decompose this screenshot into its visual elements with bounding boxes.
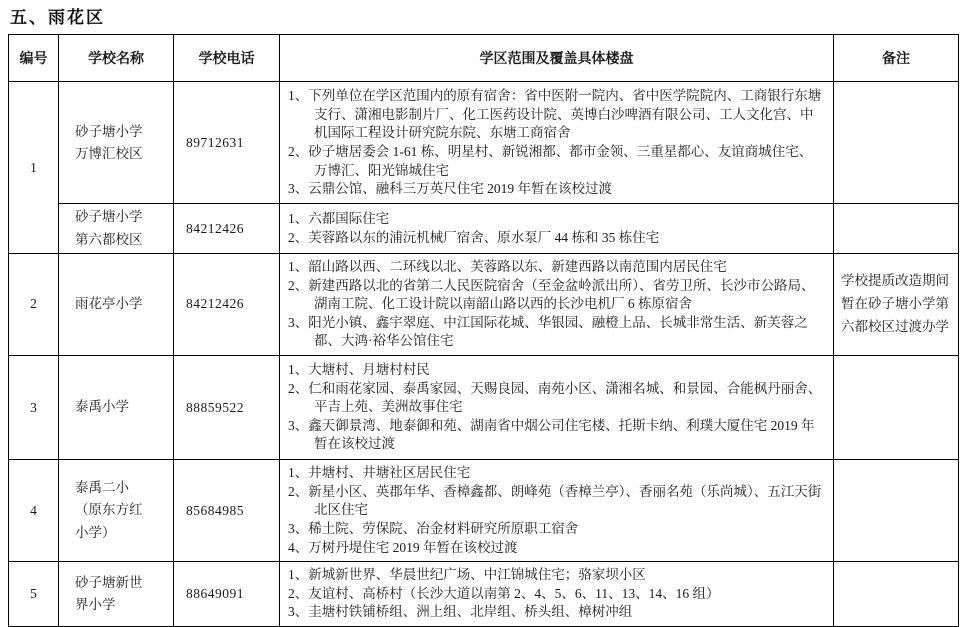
school-name-cell: 泰禹二小（原东方红小学）: [59, 460, 174, 562]
col-header-remark: 备注: [834, 35, 959, 82]
scope-item: 2、新建西路以北的省第二人民医院宿舍（至金盆岭派出所）、省劳卫所、长沙市公路局、湖南工院、化工设计院以南韶山路以西的长沙电机厂 6 栋原宿舍: [288, 277, 815, 312]
school-phone-cell: 88859522: [174, 356, 280, 460]
scope-item: 1、新城新世界、华晨世纪广场、中江锦城住宅；骆家坝小区: [288, 567, 646, 583]
table-row: [9, 356, 959, 460]
district-scope-cell: [280, 253, 834, 355]
scope-item: 2、友谊村、高桥村（长沙大道以南第 2、4、5、6、11、13、14、16 组）: [288, 585, 720, 601]
scope-item: 3、鑫天御景湾、地泰御和苑、湖南省中烟公司住宅楼、托斯卡纳、利璞大厦住宅 2019 年暂在该校过渡: [288, 417, 815, 452]
school-phone-cell: 84212426: [174, 253, 280, 355]
scope-item: 2、新星小区、英郡年华、香樟鑫都、朗峰苑（香樟兰亭）、香丽名苑（乐尚城）、五江天街北区住宅: [288, 483, 822, 518]
remark-cell: [834, 204, 959, 254]
scope-item: 2、仁和雨花家园、泰禹家园、天赐良园、南苑小区、潇湘名城、和景园、合能枫丹丽舍、平吉上苑、美洲故事住宅: [288, 380, 822, 415]
table-row: [9, 253, 959, 355]
col-header-school-phone: 学校电话: [174, 35, 280, 82]
school-phone-cell: 89712631: [174, 82, 280, 204]
scope-item: 1、下列单位在学区范围内的原有宿舍：省中医附一院内、省中医学院院内、工商银行东塘支行、潇湘电影制片厂、化工医药设计院、英博白沙啤酒有限公司、工人文化宫、中机国际工程设计研究院东院、东塘工商宿舍: [288, 88, 822, 141]
table-row: [9, 204, 959, 254]
scope-item: 3、圭塘村铁铺桥组、洲上组、北岸组、桥头组、樟树冲组: [288, 604, 633, 620]
remark-cell: [834, 562, 959, 627]
remark-cell: [834, 82, 959, 204]
school-name-cell: 雨花亭小学: [59, 253, 174, 355]
district-scope-cell: [280, 460, 834, 562]
scope-item: 3、稀土院、劳保院、冶金材料研究所原职工宿舍: [288, 520, 579, 536]
col-header-school-name: 学校名称: [59, 35, 174, 82]
row-number-cell: 4: [9, 460, 59, 562]
col-header-district-scope: 学区范围及覆盖具体楼盘: [280, 35, 834, 82]
scope-item: 4、万树丹堤住宅 2019 年暂在该校过渡: [288, 539, 518, 555]
district-scope-cell: [280, 562, 834, 627]
scope-item: 3、阳光小镇、鑫宇翠庭、中江国际花城、华银园、融橙上品、长城非常生活、新芙蓉之都、大鸿·裕华公馆住宅: [288, 314, 808, 349]
row-number-cell: 2: [9, 253, 59, 355]
remark-cell: [834, 460, 959, 562]
table-row: [9, 82, 959, 204]
district-scope-cell: [280, 356, 834, 460]
remark-cell: 学校提质改造期间暂在砂子塘小学第六都校区过渡办学: [834, 253, 959, 355]
scope-item: 1、六都国际住宅: [288, 211, 390, 227]
scope-item: 1、韶山路以西、二环线以北、芙蓉路以东、新建西路以南范围内居民住宅: [288, 258, 727, 274]
scope-item: 3、云鼎公馆、融科三万英尺住宅 2019 年暂在该校过渡: [288, 181, 612, 197]
district-scope-cell: [280, 82, 834, 204]
scope-item: 2、砂子塘居委会 1-61 栋、明星村、新锐湘都、都市金领、三重星都心、友谊商城住宅、万博汇、阳光锦城住宅: [288, 143, 813, 178]
scope-item: 1、大塘村、月塘村村民: [288, 361, 430, 377]
page-title: 五、雨花区: [10, 8, 105, 27]
school-phone-cell: 88649091: [174, 562, 280, 627]
row-number-cell: 5: [9, 562, 59, 627]
scope-item: 2、芙蓉路以东的浦沅机械厂宿舍、原水泵厂 44 栋和 35 栋住宅: [288, 229, 660, 245]
scope-item: 1、井塘村、井塘社区居民住宅: [288, 465, 471, 481]
header-row: [9, 35, 959, 82]
table-row: [9, 562, 959, 627]
school-phone-cell: 84212426: [174, 204, 280, 254]
school-phone-cell: 85684985: [174, 460, 280, 562]
table-row: [9, 460, 959, 562]
school-name-cell: 砂子塘新世界小学: [59, 562, 174, 627]
row-number-cell: 3: [9, 356, 59, 460]
col-header-number: 编号: [9, 35, 59, 82]
school-name-cell: 砂子塘小学万博汇校区: [59, 82, 174, 204]
row-number-cell: 1: [9, 82, 59, 254]
school-name-cell: 砂子塘小学第六都校区: [59, 204, 174, 254]
school-name-cell: 泰禹小学: [59, 356, 174, 460]
remark-cell: [834, 356, 959, 460]
school-district-table: [8, 34, 959, 627]
district-scope-cell: [280, 204, 834, 254]
